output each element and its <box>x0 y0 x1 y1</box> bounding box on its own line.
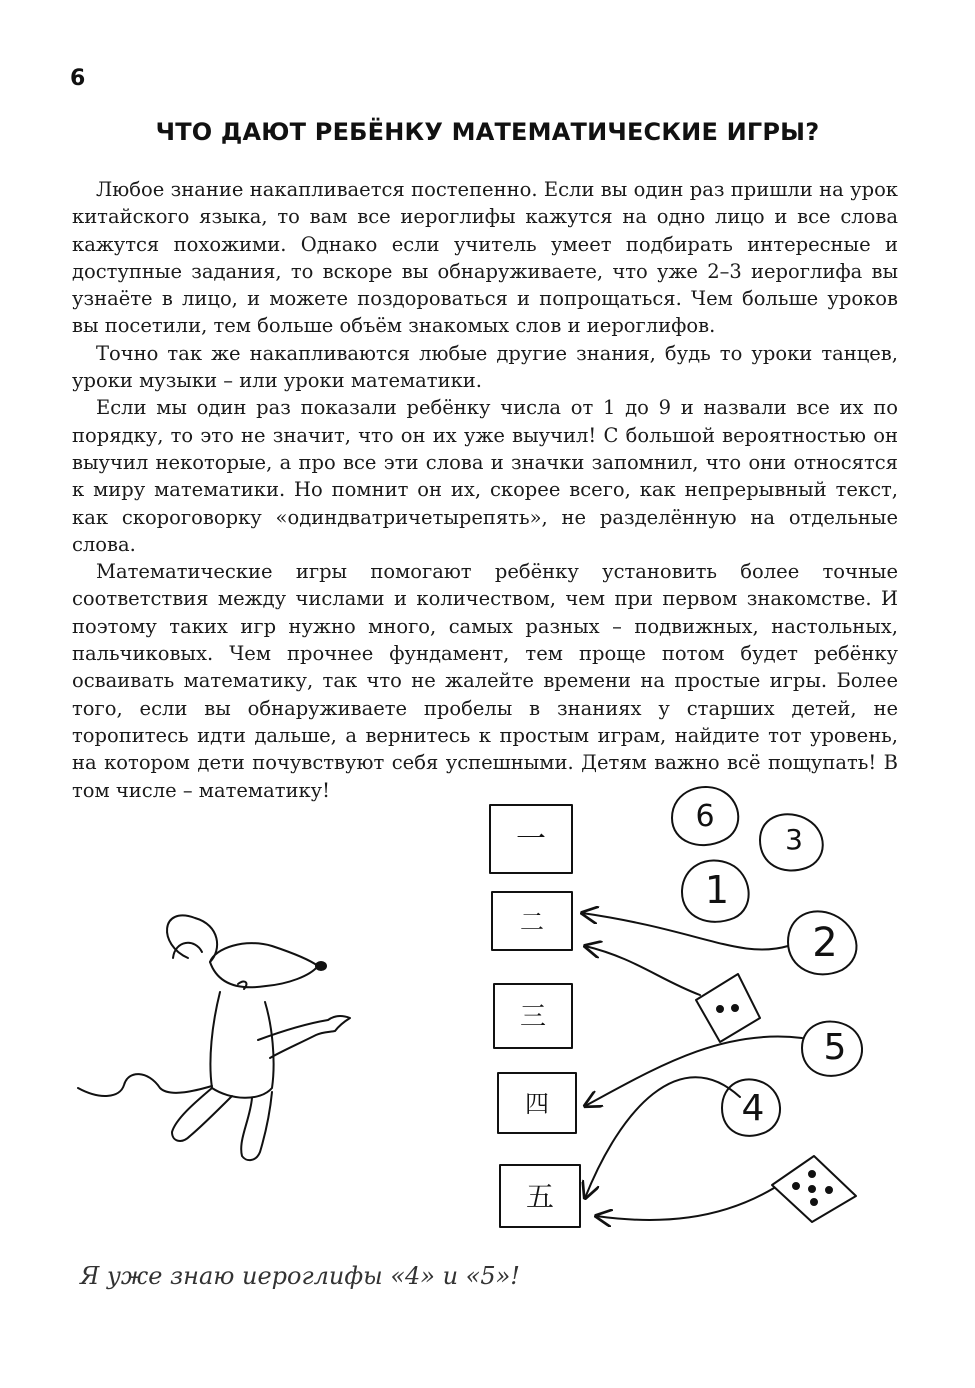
mouse-drawing <box>78 915 350 1160</box>
hieroglyph-five: 五 <box>525 1180 555 1213</box>
arrow <box>585 1077 740 1198</box>
illustration-caption: Я уже знаю иероглифы «4» и «5»! <box>80 1262 520 1290</box>
paragraph: Математические игры помогают ребёнку установить более точные соответствия между числами и количеством, чем при первом знакомстве. И поэтому таких игр нужно много, самых разных – подвижных, настольных, пальчиковых. Чем прочнее фундамент, тем проще потом будет ребёнку осваивать математику, так что не жалейте времени на простые игры. Более того, если вы обнаруживаете пробелы в знаниях у старших детей, не торопитесь идти дальше, а вернитесь к простым играм, найдите тот уровень, на котором дети почувствуют себя успешными. Детям важно всё пощупать! В том числе – математику! <box>72 560 898 802</box>
circle-number: 1 <box>704 868 730 912</box>
dice-two <box>696 974 760 1042</box>
paragraph: Точно так же накапливаются любые другие знания, будь то уроки танцев, уроки музыки – или уроки математики. <box>72 341 898 393</box>
dice <box>696 974 856 1222</box>
circle-number: 6 <box>695 799 715 834</box>
circle-number: 5 <box>823 1027 847 1068</box>
circle-number: 4 <box>741 1088 765 1129</box>
hieroglyph-two: 二 <box>520 908 544 936</box>
paragraph: Любое знание накапливается постепенно. Если вы один раз пришли на урок китайского языка, то вам все иероглифы кажутся на одно лицо и все слова кажутся похожими. Однако если учитель умеет подбирать интересные и доступные задания, то вскоре вы обнаруживаете, что уже 2–3 иероглифа вы узнаёте в лицо, и можете поздороваться и попрощаться. Чем больше уроков вы посетили, тем больше объём знакомых слов и иероглифов. <box>72 178 898 338</box>
arrows <box>582 913 802 1220</box>
page-title: ЧТО ДАЮТ РЕБЁНКУ МАТЕМАТИЧЕСКИЕ ИГРЫ? <box>155 118 820 146</box>
arrow <box>582 913 788 950</box>
circle-number: 2 <box>812 920 838 966</box>
page-number: 6 <box>70 66 86 91</box>
hieroglyph-one: 一 <box>516 822 546 857</box>
body-text <box>72 176 898 804</box>
arrow <box>585 1037 802 1106</box>
hieroglyph-four: 四 <box>525 1090 549 1118</box>
paragraph: Если мы один раз показали ребёнку числа от 1 до 9 и назвали все их по порядку, то это не значит, что он их уже выучил! С большой вероятностью он выучил некоторые, а про все эти слова и значки запомнил, что они относятся к миру математики. Но помнит он их, скорее всего, как непрерывный текст, как скороговорку «одиндватричетырепять», не разделённую на отдельные слова. <box>72 396 898 556</box>
arrow <box>585 946 700 995</box>
circle-number: 3 <box>785 823 803 856</box>
illustration <box>60 770 880 1240</box>
arrow <box>596 1188 774 1220</box>
hieroglyph-three: 三 <box>519 1002 547 1032</box>
